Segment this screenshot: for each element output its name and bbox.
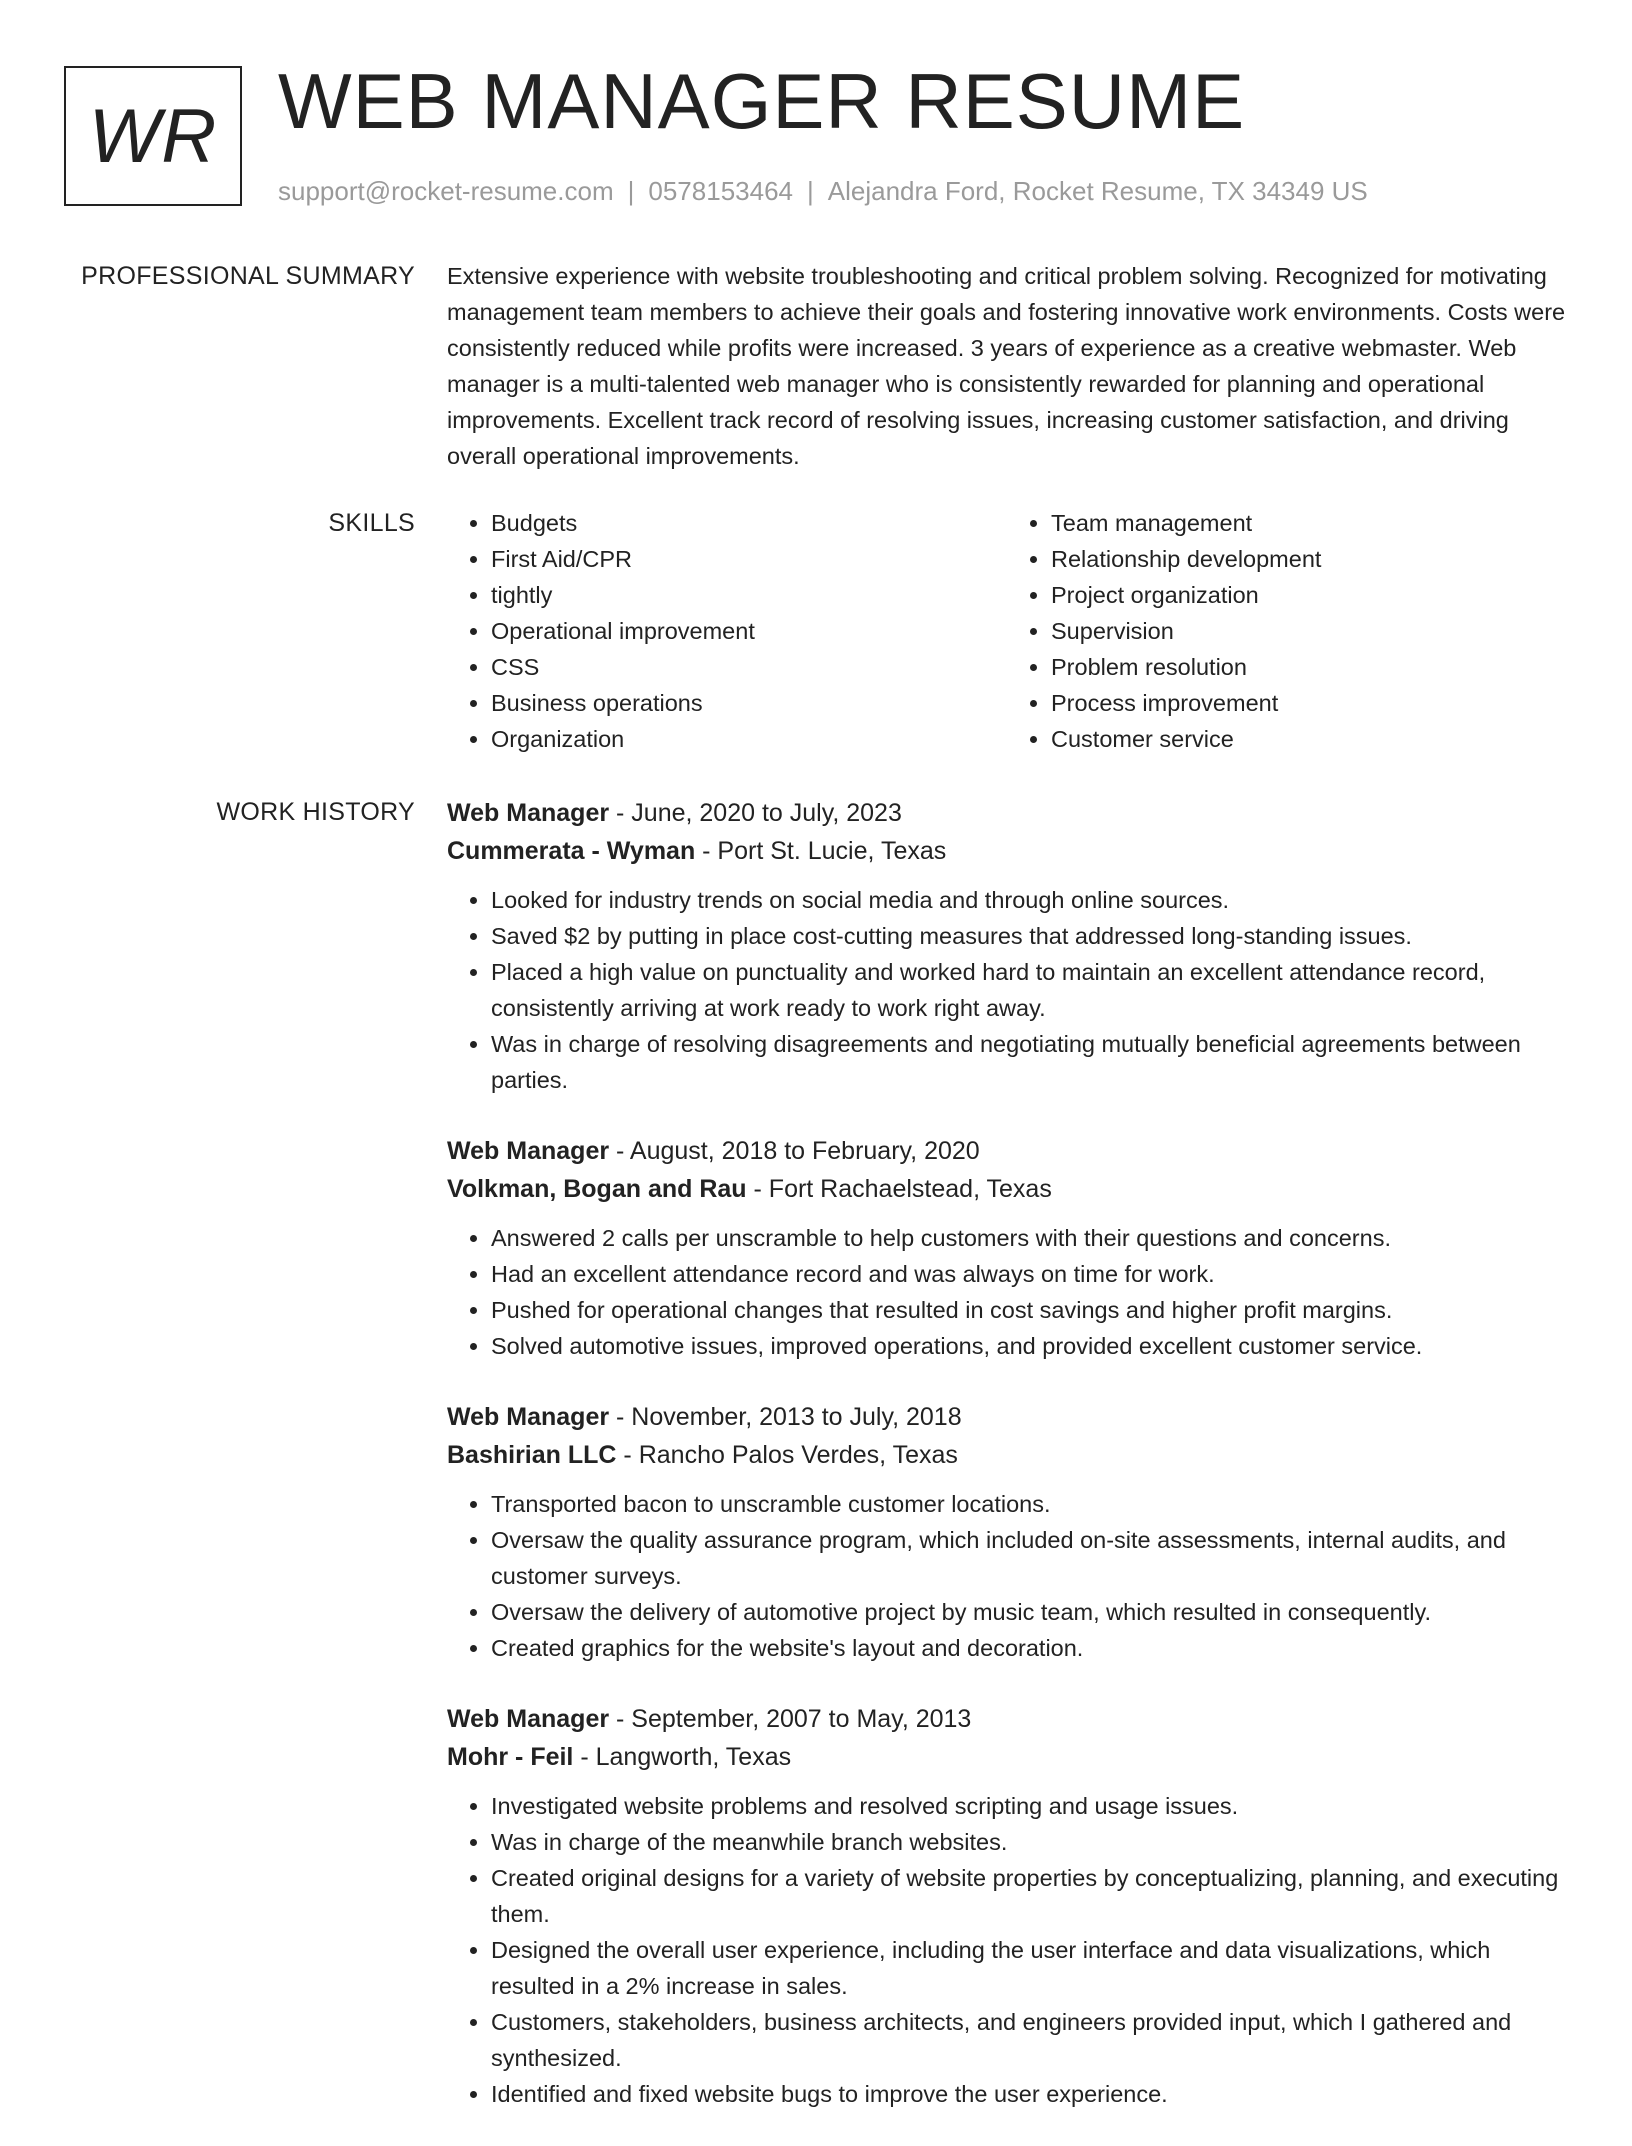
job-company-line [447, 1436, 1567, 1474]
job-title: Web Manager [447, 1705, 610, 1733]
job-bullet: • Had an excellent attendance record and was always on time for work. [491, 1256, 1567, 1292]
skill-item: • Organization [491, 721, 1007, 757]
summary-text: Extensive experience with website troubleshooting and critical problem solving. Recognized for motivating management team members to achieve their goals and fostering innovative work environments. Costs were consistently reduced while profits were increased. 3 years of experience as a creative webmaster. Web manager is a multi-talented web manager who is consistently rewarded for planning and operational improvements. Excellent track record of resolving issues, increasing customer satisfaction, and driving overall operational improvements. [447, 263, 1566, 469]
job-bullet: • Answered 2 calls per unscramble to help customers with their questions and concerns. [491, 1220, 1567, 1256]
contact-separator: | [807, 176, 814, 206]
job-entry [447, 1398, 1567, 1666]
work-history-heading: WORK HISTORY [216, 798, 415, 826]
job-title-line [447, 1700, 1567, 1738]
job-dates: - June, 2020 to July, 2023 [609, 799, 902, 827]
job-bullet: • Saved $2 by putting in place cost-cutting measures that addressed long-standing issues. [491, 918, 1567, 954]
job-location: - Fort Rachaelstead, Texas [746, 1175, 1052, 1203]
job-bullets [447, 1486, 1567, 1666]
skill-item: • Project organization [1051, 577, 1567, 613]
job-title: Web Manager [447, 1137, 610, 1165]
job-location: - Port St. Lucie, Texas [695, 837, 947, 865]
job-entry [447, 794, 1567, 1098]
skills-heading: SKILLS [328, 509, 415, 537]
job-bullet: • Looked for industry trends on social media and through online sources. [491, 882, 1567, 918]
job-bullets [447, 1788, 1567, 2112]
job-company-line [447, 832, 1567, 870]
job-bullet: • Placed a high value on punctuality and worked hard to maintain an excellent attendance record, consistently arriving at work ready to work right away. [491, 954, 1567, 1026]
skill-item: • Customer service [1051, 721, 1567, 757]
monogram-logo: WR [64, 66, 242, 206]
job-company: Cummerata - Wyman [447, 837, 696, 865]
job-bullet: • Oversaw the quality assurance program, which included on-site assessments, internal audits, and customer surveys. [491, 1522, 1567, 1594]
skill-item: • Supervision [1051, 613, 1567, 649]
contact-email: support@rocket-resume.com [278, 176, 614, 206]
job-bullet: • Solved automotive issues, improved operations, and provided excellent customer service. [491, 1328, 1567, 1364]
job-dates: - August, 2018 to February, 2020 [609, 1137, 980, 1165]
job-company-line [447, 1170, 1567, 1208]
job-title-line [447, 1132, 1567, 1170]
contact-line [278, 174, 1368, 208]
skill-item: • Team management [1051, 505, 1567, 541]
skills-list-right [1007, 505, 1567, 757]
job-entry [447, 1132, 1567, 1364]
job-bullets [447, 882, 1567, 1098]
job-title-line [447, 794, 1567, 832]
job-company: Mohr - Feil [447, 1743, 574, 1771]
skill-item: • tightly [491, 577, 1007, 613]
skill-item: • Relationship development [1051, 541, 1567, 577]
job-bullet: • Oversaw the delivery of automotive project by music team, which resulted in consequently. [491, 1594, 1567, 1630]
skill-item: • CSS [491, 649, 1007, 685]
job-dates: - September, 2007 to May, 2013 [609, 1705, 972, 1733]
job-company: Bashirian LLC [447, 1441, 617, 1469]
job-title: Web Manager [447, 799, 610, 827]
job-bullets [447, 1220, 1567, 1364]
job-dates: - November, 2013 to July, 2018 [609, 1403, 962, 1431]
skill-item: • Business operations [491, 685, 1007, 721]
page-title: WEB MANAGER RESUME [278, 57, 1246, 145]
job-bullet: • Transported bacon to unscramble customer locations. [491, 1486, 1567, 1522]
job-bullet: • Investigated website problems and resolved scripting and usage issues. [491, 1788, 1567, 1824]
job-entry [447, 1700, 1567, 2112]
job-company-line [447, 1738, 1567, 1776]
job-bullet: • Was in charge of resolving disagreements and negotiating mutually beneficial agreements between parties. [491, 1026, 1567, 1098]
summary-heading: PROFESSIONAL SUMMARY [81, 262, 415, 290]
job-title-line [447, 1398, 1567, 1436]
job-bullet: • Pushed for operational changes that resulted in cost savings and higher profit margins. [491, 1292, 1567, 1328]
job-company: Volkman, Bogan and Rau [447, 1175, 747, 1203]
contact-separator: | [627, 176, 635, 206]
skills-list-left [447, 505, 1007, 757]
job-bullet: • Created graphics for the website's layout and decoration. [491, 1630, 1567, 1666]
job-bullet: • Identified and fixed website bugs to improve the user experience. [491, 2076, 1567, 2112]
job-bullet: • Customers, stakeholders, business architects, and engineers provided input, which I gathered and synthesized. [491, 2004, 1567, 2076]
job-location: - Langworth, Texas [573, 1743, 792, 1771]
contact-phone: 0578153464 [648, 176, 793, 206]
job-title: Web Manager [447, 1403, 610, 1431]
job-bullet: • Created original designs for a variety of website properties by conceptualizing, planning, and executing them. [491, 1860, 1567, 1932]
skill-item: • Operational improvement [491, 613, 1007, 649]
skill-item: • Problem resolution [1051, 649, 1567, 685]
skill-item: • First Aid/CPR [491, 541, 1007, 577]
contact-address: Alejandra Ford, Rocket Resume, TX 34349 US [827, 176, 1368, 206]
job-bullet: • Designed the overall user experience, including the user interface and data visualizations, which resulted in a 2% increase in sales. [491, 1932, 1567, 2004]
skill-item: • Process improvement [1051, 685, 1567, 721]
skill-item: • Budgets [491, 505, 1007, 541]
job-bullet: • Was in charge of the meanwhile branch websites. [491, 1824, 1567, 1860]
job-location: - Rancho Palos Verdes, Texas [616, 1441, 958, 1469]
